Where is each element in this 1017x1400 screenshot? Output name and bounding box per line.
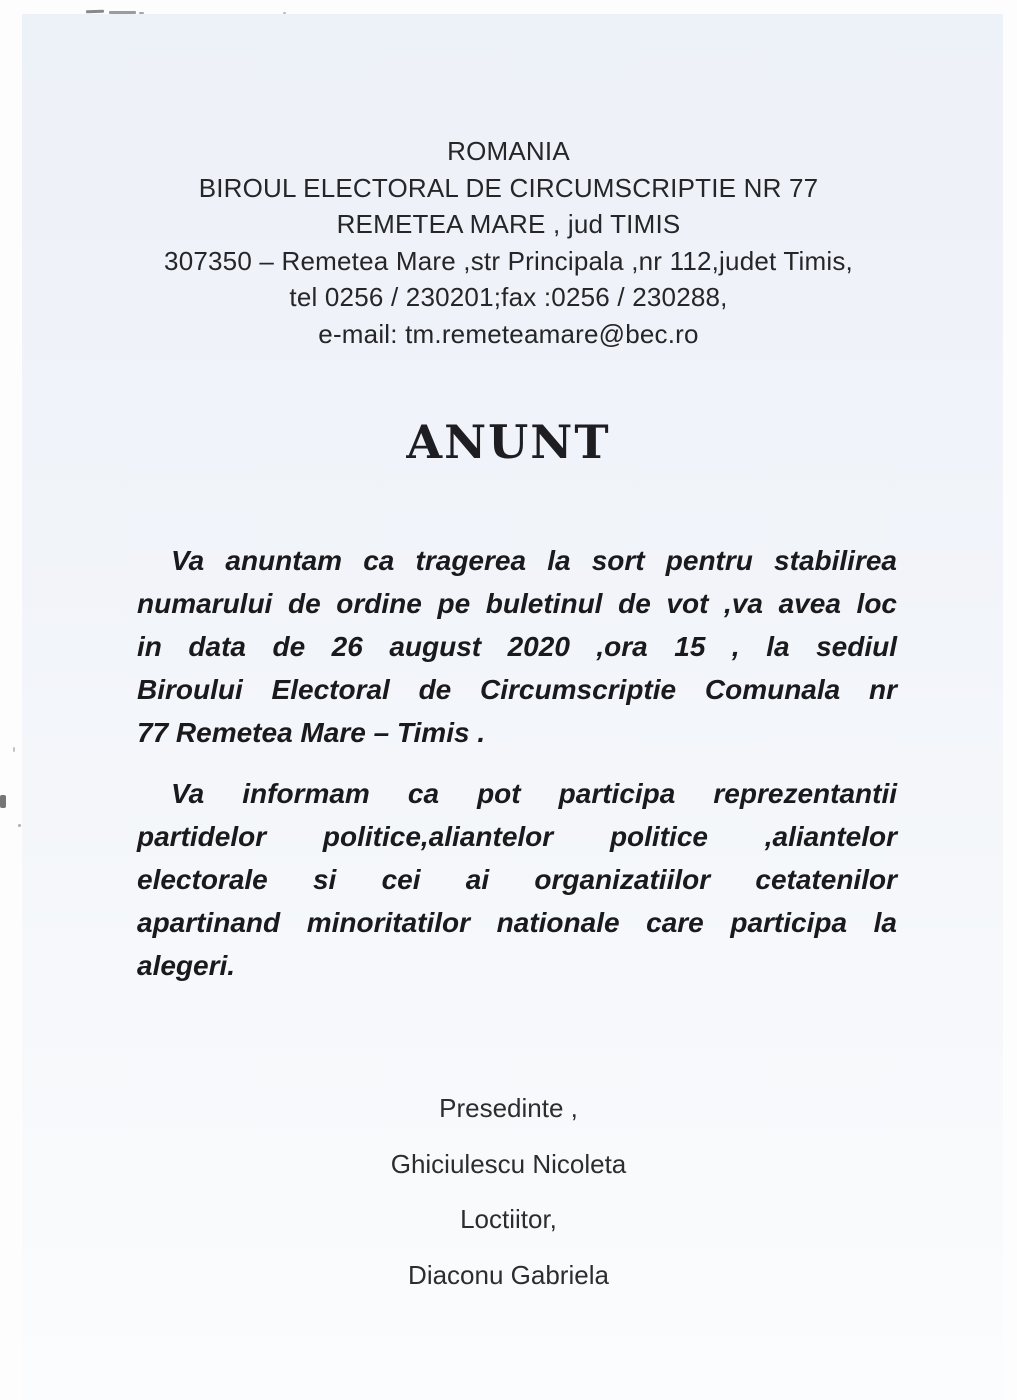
scan-artifact-speck xyxy=(283,12,286,14)
signature-name-deputy: Diaconu Gabriela xyxy=(408,1259,609,1290)
paragraph-participants xyxy=(137,772,897,987)
scan-artifact-dash xyxy=(139,12,144,14)
letterhead-office: BIROUL ELECTORAL DE CIRCUMSCRIPTIE NR 77 xyxy=(198,172,819,203)
letterhead-country: ROMANIA xyxy=(447,136,570,166)
body-line: alegeri. xyxy=(137,950,236,981)
letterhead-address: 307350 – Remetea Mare ,str Principala ,nr 112,judet Timis, xyxy=(164,245,853,276)
letterhead-email: e-mail: tm.remeteamare@bec.ro xyxy=(318,318,699,349)
body-line: Va anuntam ca tragerea la sort pentru stabilirea xyxy=(171,545,897,576)
body-line: 77 Remetea Mare – Timis . xyxy=(137,717,486,748)
document-title: ANUNT xyxy=(406,415,611,469)
body-line: numarului de ordine pe buletinul de vot ,va avea loc xyxy=(137,588,897,619)
body-line: apartinand minoritatilor nationale care participa la xyxy=(137,907,897,938)
signature-block xyxy=(0,1081,1017,1303)
scan-artifact-dash xyxy=(86,10,104,14)
paragraph-announcement xyxy=(137,539,897,754)
body-line: Va informam ca pot participa reprezentantii xyxy=(171,778,897,809)
signature-role-president: Presedinte , xyxy=(439,1093,578,1123)
body-line: partidelor politice,aliantelor politice ,aliantelor xyxy=(137,821,897,852)
scan-artifact-edge-mark xyxy=(0,795,6,808)
letterhead xyxy=(0,133,1017,353)
body-line: in data de 26 august 2020 ,ora 15 , la sediul xyxy=(137,631,897,662)
signature-name-president: Ghiciulescu Nicoleta xyxy=(390,1148,627,1179)
scan-artifact-dash xyxy=(109,11,136,14)
body-line: Biroului Electoral de Circumscriptie Comunala nr xyxy=(137,674,897,705)
letterhead-locality: REMETEA MARE , jud TIMIS xyxy=(336,209,681,240)
scan-artifact-speck xyxy=(18,824,21,827)
letterhead-phone-fax: tel 0256 / 230201;fax :0256 / 230288, xyxy=(289,282,728,313)
signature-role-deputy: Loctiitor, xyxy=(460,1204,557,1234)
body-line: electorale si cei ai organizatiilor cetatenilor xyxy=(137,864,897,895)
scan-artifact-speck xyxy=(13,747,15,752)
